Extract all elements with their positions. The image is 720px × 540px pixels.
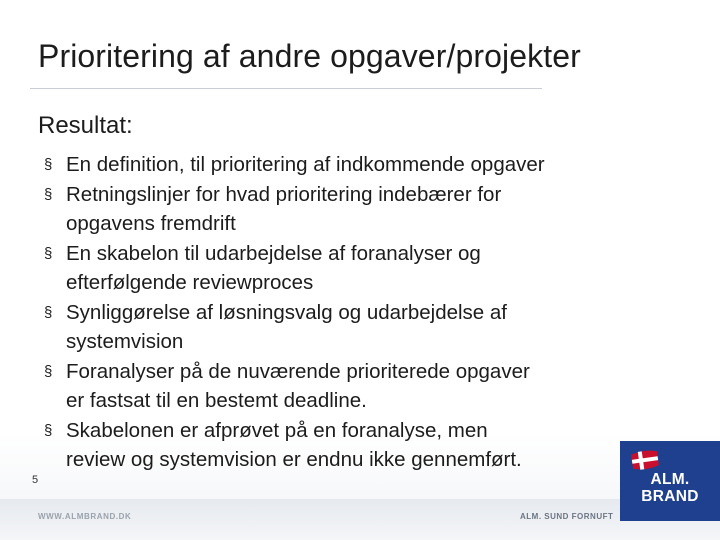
bullet-marker: § (44, 244, 53, 262)
logo-line-2: BRAND (641, 488, 699, 505)
bullet-marker: § (44, 156, 53, 173)
bullet-marker: § (44, 185, 53, 203)
bullet-line: er fastsat til en bestemt deadline. (66, 389, 367, 412)
bullet-marker: § (44, 421, 53, 439)
bullet-line: opgavens fremdrift (66, 212, 236, 235)
bullet-list (44, 150, 644, 475)
bullet-item (44, 180, 644, 239)
footer-tagline: ALM. SUND FORNUFT (520, 512, 614, 521)
bullet-line: efterfølgende reviewproces (66, 271, 314, 294)
bullet-line: systemvision (66, 330, 184, 353)
bullet-item (44, 357, 644, 416)
page-number: 5 (32, 474, 39, 486)
bullet-marker: § (44, 303, 53, 321)
title-divider (30, 88, 542, 89)
logo-wordmark (620, 471, 720, 505)
slide-title: Prioritering af andre opgaver/projekter (38, 38, 581, 74)
bullet-item (44, 239, 644, 298)
bullet-marker: § (44, 362, 53, 380)
footer-website: WWW.ALMBRAND.DK (38, 512, 132, 521)
danish-flag-icon (630, 449, 660, 471)
bullet-item (44, 298, 644, 357)
alm-brand-logo (620, 441, 720, 521)
slide-subtitle: Resultat: (38, 112, 133, 139)
bullet-line: Retningslinjer for hvad prioritering indebærer for (66, 182, 502, 206)
bullet-line: Synliggørelse af løsningsvalg og udarbejdelse af (66, 300, 508, 324)
bullet-item (44, 416, 644, 475)
bullet-line: Foranalyser på de nuværende prioriterede opgaver (66, 359, 530, 383)
logo-line-1: ALM. (650, 471, 690, 488)
bullet-line: Skabelonen er afprøvet på en foranalyse, men (66, 418, 488, 442)
bullet-line: review og systemvision er endnu ikke gennemført. (66, 448, 522, 471)
bullet-item (44, 150, 644, 180)
bullet-line: En skabelon til udarbejdelse af foranalyser og (66, 241, 481, 265)
bullet-line: En definition, til prioritering af indkommende opgaver (66, 153, 545, 176)
